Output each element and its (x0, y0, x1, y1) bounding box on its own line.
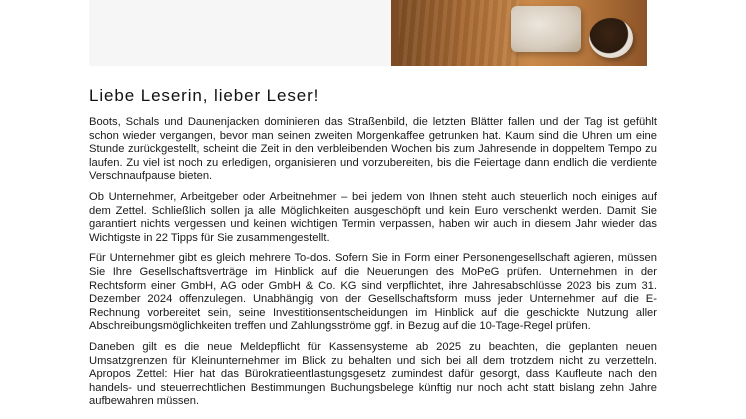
desk-object (511, 6, 581, 52)
paragraph-4: Daneben gilt es die neue Meldepflicht für Kassensysteme ab 2025 zu beachten, die geplanten neuen Umsatzgrenzen für Kleinunternehmer im Blick zu behalten und sich bei all dem trotzdem nicht zu verzetteln. Apropos Zettel: Hier hat das Bürokratieentlastungsgesetz zumindest dafür gesorgt, dass Kaufleute nach den handels- und steuerrechtlichen Bestimmungen Buchungsbelege künftig nur noch acht statt bislang zehn Jahre aufbewahren müssen. (89, 340, 657, 408)
paragraph-3: Für Unternehmer gibt es gleich mehrere To-dos. Sofern Sie in Form einer Personengesellschaft agieren, müssen Sie Ihre Gesellschaftsverträge im Hinblick auf die Neuerungen des MoPeG prüfen. Unternehmen in der Rechtsform einer GmbH, AG oder GmbH & Co. KG sind verpflichtet, ihre Jahresabschlüsse 2023 bis zum 31. Dezember 2024 offenzulegen. Unabhängig von der Gesellschaftsform muss jeder Unternehmer auf die E-Rechnung vorbereitet sein, seine Investitionsentscheidungen im Hinblick auf die geschickte Nutzung aller Abschreibungsmöglichkeiten treffen und Zahlungsströme ggf. in Bezug auf die 10-Tage-Regel prüfen. (89, 252, 657, 333)
paragraph-1: Boots, Schals und Daunenjacken dominieren das Straßenbild, die letzten Blätter fallen und der Tag ist gefühlt schon wieder vergangen, bevor man seinen zweiten Morgenkaffee getrunken hat. Kaum sind die Uhren um eine Stunde zurückgestellt, scheint die Zeit in den verbleibenden Wochen bis zum Jahresende in doppeltem Tempo zu laufen. Zu viel ist noch zu erledigen, organisieren und vorzubereiten, bis die Feiertage dann endlich die verdiente Verschnaufpause bieten. (89, 116, 657, 183)
letter-greeting: Liebe Leserin, lieber Leser! (89, 86, 320, 105)
desk-photo (391, 0, 647, 66)
letter-body (89, 116, 657, 416)
header-photo (89, 0, 647, 66)
coffee-cup (589, 18, 633, 58)
paragraph-2: Ob Unternehmer, Arbeitgeber oder Arbeitnehmer – bei jedem von Ihnen steht auch steuerlich noch einiges auf dem Zettel. Schließlich sollen ja alle Möglichkeiten ausgeschöpft und kein Euro verschenkt werden. Damit Sie garantiert nichts vergessen und keinen wichtigen Termin verpassen, haben wir auch in diesem Jahr wieder das Wichtigste in 22 Tipps für Sie zusammengestellt. (89, 190, 657, 244)
